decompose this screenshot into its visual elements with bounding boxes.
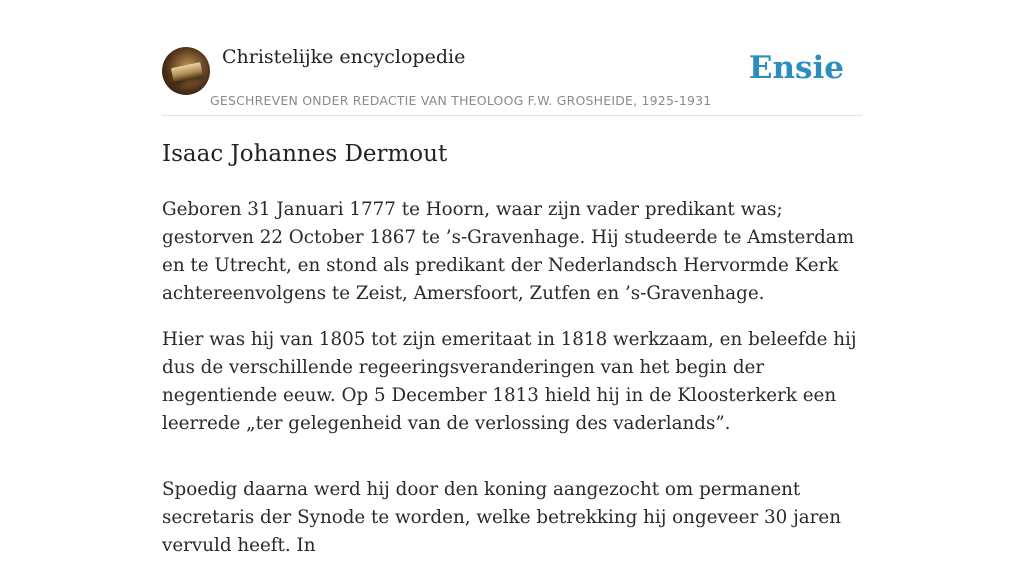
article-title: Isaac Johannes Dermout (162, 141, 448, 167)
book-avatar-icon[interactable] (162, 47, 210, 95)
article (162, 138, 868, 578)
site-header (162, 0, 862, 116)
ensie-logo-link[interactable]: Ensie (748, 50, 844, 86)
article-paragraph-2: Hier was hij van 1805 tot zijn emeritaat in 1818 werkzaam, en beleefde hij dus de verschillende regeeringsveranderingen van het begin der negentiende eeuw. Op 5 December 1813 hield hij in de Kloosterkerk een leerrede „ter gelegenheid van de verlossing des vaderlands”. (162, 329, 857, 434)
article-paragraph-1: Geboren 31 Januari 1777 te Hoorn, waar zijn vader predikant was; gestorven 22 October 1867 te ’s-Gravenhage. Hij studeerde te Amsterdam en te Utrecht, en stond als predikant der Nederlandsch Hervormde Kerk achtereenvolgens te Zeist, Amersfoort, Zutfen en ’s-Gravenhage. (162, 199, 855, 304)
site-subtitle: GESCHREVEN ONDER REDACTIE VAN THEOLOOG F.W. GROSHEIDE, 1925-1931 (210, 93, 712, 108)
site-title[interactable]: Christelijke encyclopedie (222, 46, 466, 68)
article-paragraph-3: Spoedig daarna werd hij door den koning aangezocht om permanent secretaris der Synode te worden, welke betrekking hij ongeveer 30 jaren vervuld heeft. In (162, 479, 841, 556)
book-shape (171, 62, 203, 82)
